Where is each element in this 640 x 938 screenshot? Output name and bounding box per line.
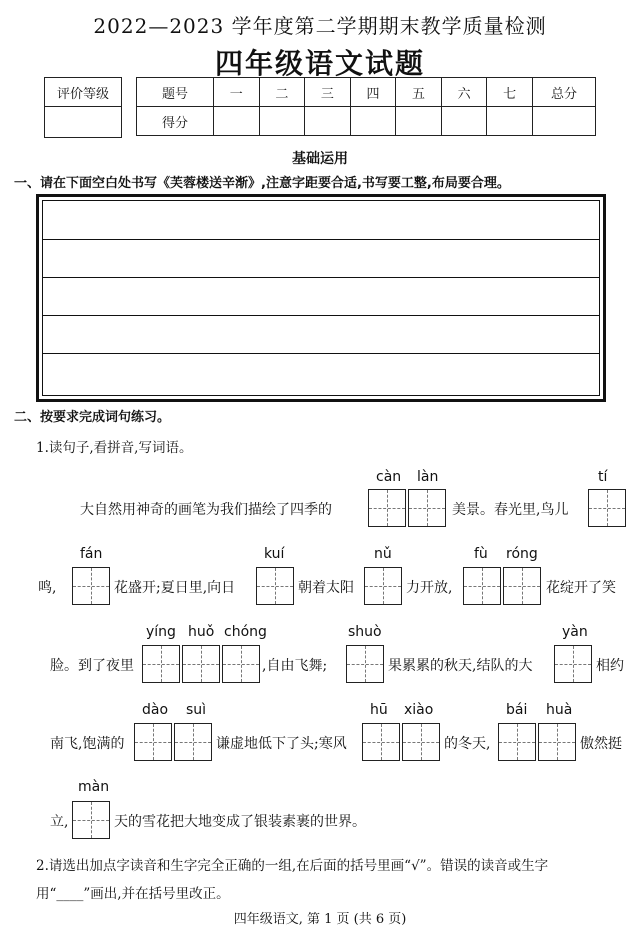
sentence-text: 谦虚地低下了头;寒风 (216, 736, 347, 752)
pinyin: làn (417, 469, 439, 485)
pinyin: róng (506, 546, 538, 562)
pinyin: huà (546, 702, 573, 718)
pinyin: fán (80, 546, 103, 562)
pinyin: xiào (404, 702, 434, 718)
sentence-text: 鸣, (38, 580, 57, 596)
handwriting-box[interactable] (36, 194, 606, 402)
pinyin: bái (506, 702, 528, 718)
total-score-header: 总分 (533, 78, 596, 107)
tianzige-box[interactable] (72, 801, 110, 839)
score-cell[interactable] (305, 107, 351, 136)
question-number-cell: 一 (214, 78, 260, 107)
pinyin: nǔ (374, 546, 392, 562)
tianzige-box[interactable] (72, 567, 110, 605)
sentence-text: ,自由飞舞; (262, 658, 328, 674)
sentence-text: 花绽开了笑 (546, 580, 616, 596)
score-cell[interactable] (396, 107, 442, 136)
sentence-text: 朝着太阳 (298, 580, 354, 596)
sentence-text: 的冬天, (444, 736, 491, 752)
question-number-cell: 五 (396, 78, 442, 107)
total-score-cell[interactable] (533, 107, 596, 136)
tianzige-box[interactable] (554, 645, 592, 683)
tianzige-box[interactable] (364, 567, 402, 605)
tianzige-box[interactable] (503, 567, 541, 605)
question-number-cell: 四 (350, 78, 396, 107)
sentence-text: 果累累的秋天,结队的大 (388, 658, 533, 674)
score-table (136, 77, 596, 136)
evaluation-grade-box (44, 77, 122, 138)
sentence-text: 立, (50, 814, 69, 830)
evaluation-grade-cell[interactable] (45, 107, 122, 138)
tianzige-box[interactable] (408, 489, 446, 527)
tianzige-box[interactable] (368, 489, 406, 527)
question-number-cell: 三 (305, 78, 351, 107)
tianzige-box[interactable] (402, 723, 440, 761)
evaluation-grade-label: 评价等级 (45, 78, 122, 107)
pinyin: tí (598, 469, 608, 485)
pinyin: yíng (146, 624, 176, 640)
tianzige-box[interactable] (538, 723, 576, 761)
writing-line (43, 239, 599, 240)
tianzige-box[interactable] (588, 489, 626, 527)
score-cell[interactable] (214, 107, 260, 136)
pinyin: kuí (264, 546, 285, 562)
pinyin: yàn (562, 624, 588, 640)
tianzige-box[interactable] (346, 645, 384, 683)
question-number-label: 题号 (137, 78, 214, 107)
writing-line (43, 277, 599, 278)
exam-title: 2022—2023 学年度第二学期期末教学质量检测 (93, 14, 547, 38)
question-number-row (137, 78, 596, 107)
paper-title: 四年级语文试题 (214, 47, 425, 80)
sentence-text: 美景。春光里,鸟儿 (452, 502, 569, 518)
sentence-text: 天的雪花把大地变成了银装素裹的世界。 (114, 814, 366, 830)
writing-line (43, 353, 599, 354)
score-cell[interactable] (350, 107, 396, 136)
pinyin: dào (142, 702, 169, 718)
subquestion-2-line-1: 2.请选出加点字读音和生字完全正确的一组,在后面的括号里画“√”。错误的读音或生字 (36, 858, 549, 874)
question-2-title: 二、按要求完成词句练习。 (14, 410, 171, 425)
tianzige-box[interactable] (134, 723, 172, 761)
score-label: 得分 (137, 107, 214, 136)
section-heading: 基础运用 (292, 151, 348, 167)
score-cell[interactable] (259, 107, 305, 136)
pinyin: fù (474, 546, 488, 562)
pinyin: suì (186, 702, 207, 718)
sentence-text: 脸。到了夜里 (50, 658, 134, 674)
sentence-text: 力开放, (406, 580, 453, 596)
tianzige-box[interactable] (174, 723, 212, 761)
tianzige-box[interactable] (256, 567, 294, 605)
sentence-text: 南飞,饱满的 (50, 736, 125, 752)
question-1-title: 一、请在下面空白处书写《芙蓉楼送辛渐》,注意字距要合适,书写要工整,布局要合理。 (14, 176, 510, 191)
tianzige-box[interactable] (463, 567, 501, 605)
tianzige-box[interactable] (222, 645, 260, 683)
pinyin: shuò (348, 624, 382, 640)
score-row (137, 107, 596, 136)
tianzige-box[interactable] (362, 723, 400, 761)
pinyin: càn (376, 469, 402, 485)
handwriting-area[interactable] (42, 200, 600, 396)
subquestion-2-line-2: 用“____”画出,并在括号里改正。 (36, 886, 230, 902)
tianzige-box[interactable] (498, 723, 536, 761)
question-number-cell: 六 (441, 78, 487, 107)
pinyin: huǒ (188, 624, 215, 640)
page-footer: 四年级语文, 第 1 页 (共 6 页) (233, 912, 407, 927)
tianzige-box[interactable] (142, 645, 180, 683)
pinyin: màn (78, 779, 110, 795)
question-number-cell: 二 (259, 78, 305, 107)
tianzige-box[interactable] (182, 645, 220, 683)
sentence-text: 相约 (596, 658, 624, 674)
sentence-text: 花盛开;夏日里,向日 (114, 580, 236, 596)
subquestion-1-title: 1.读句子,看拼音,写词语。 (36, 440, 193, 456)
sentence-text: 大自然用神奇的画笔为我们描绘了四季的 (80, 502, 332, 518)
score-cell[interactable] (487, 107, 533, 136)
question-number-cell: 七 (487, 78, 533, 107)
writing-line (43, 315, 599, 316)
pinyin: chóng (224, 624, 267, 640)
score-cell[interactable] (441, 107, 487, 136)
sentence-text: 傲然挺 (580, 736, 622, 752)
pinyin: hū (370, 702, 388, 718)
